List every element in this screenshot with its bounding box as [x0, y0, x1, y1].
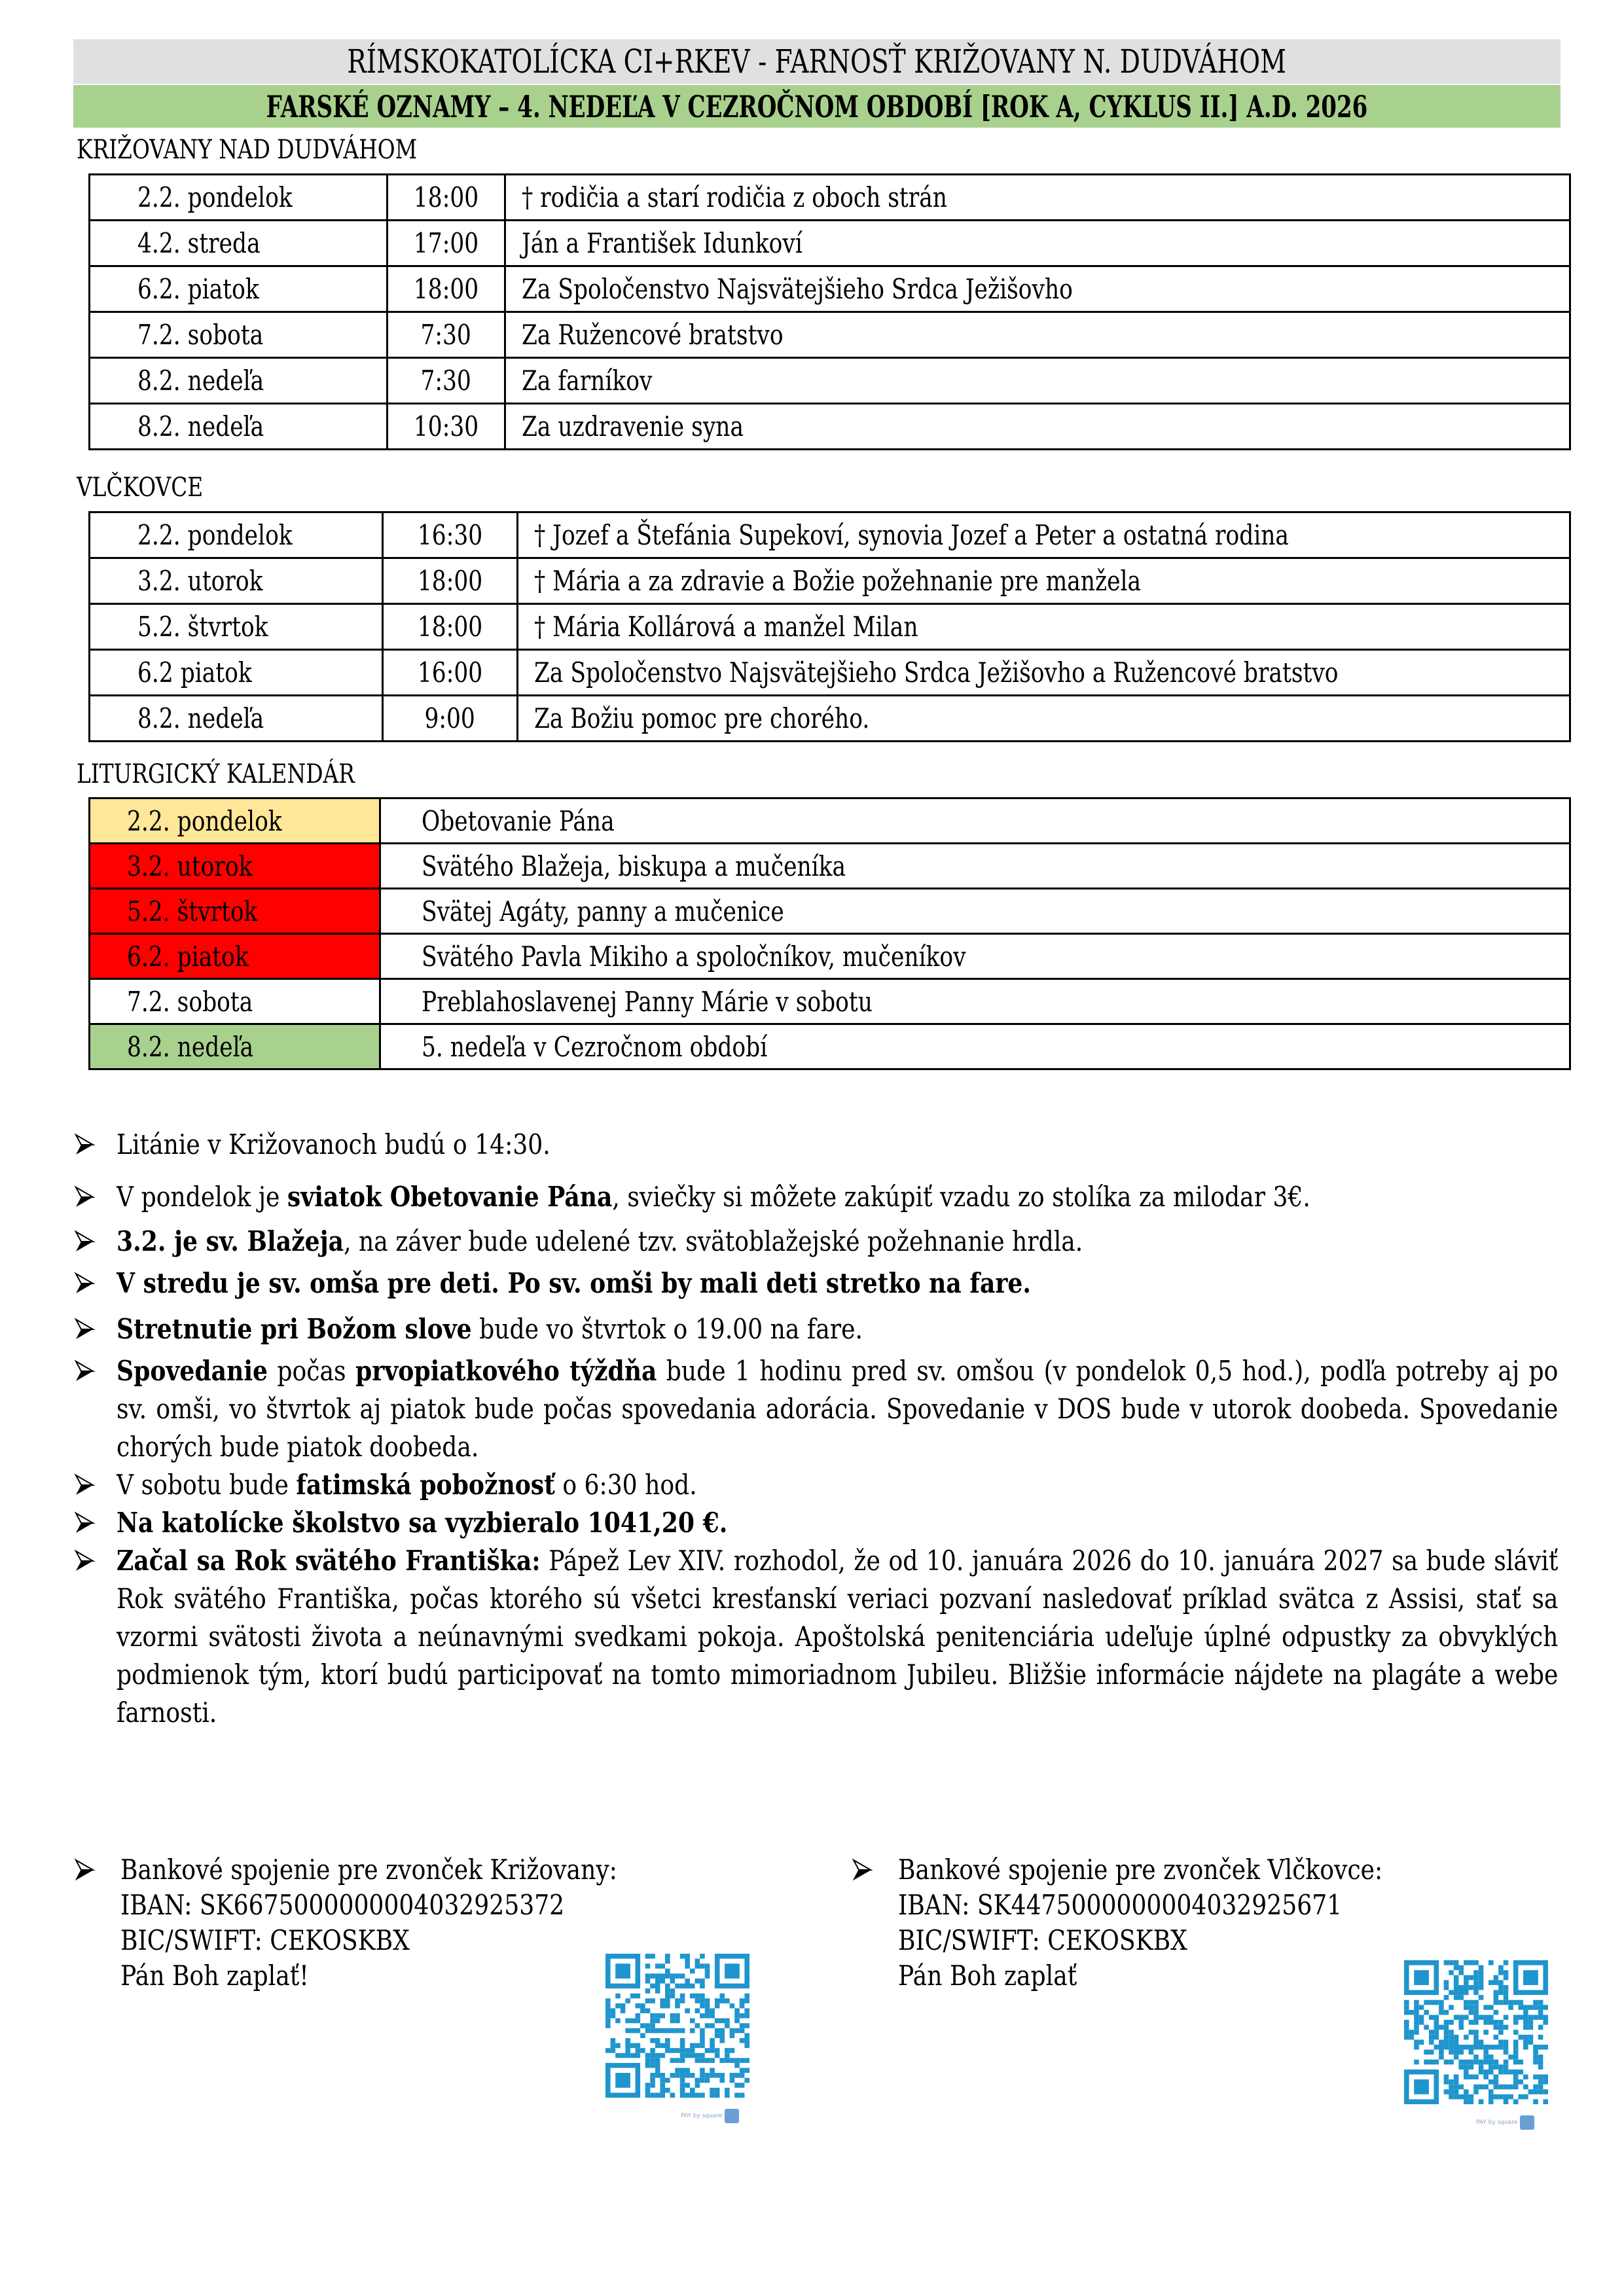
arrow-bullet-icon — [73, 1126, 99, 1164]
mass-time-cell — [383, 650, 518, 696]
calendar-row — [90, 844, 1570, 889]
mass-intention: † Jozef a Štefánia Supekoví, synovia Jozef a Peter a ostatná rodina — [534, 519, 1289, 551]
bank-info-vlckovce — [851, 1852, 1462, 1994]
mass-day-cell — [90, 175, 388, 221]
mass-intention-cell — [505, 221, 1570, 266]
arrow-bullet-icon — [73, 1466, 99, 1504]
announcement-text — [117, 1126, 1558, 1164]
calendar-day: 2.2. pondelok — [127, 804, 282, 837]
mass-day-cell — [90, 312, 388, 358]
mass-time-cell — [383, 512, 518, 558]
calendar-day-cell — [90, 979, 380, 1024]
arrow-bullet-icon — [851, 1852, 877, 1888]
mass-row — [90, 512, 1570, 558]
calendar-feast-cell — [380, 979, 1570, 1024]
arrow-bullet-icon — [73, 1310, 99, 1348]
parish-title-bar — [73, 39, 1561, 84]
announcement-bold: fatimská pobožnosť — [296, 1469, 555, 1501]
parish-title: RÍMSKOKATOLÍCKA CI+RKEV - FARNOSŤ KRIŽOVANY N. DUDVÁHOM — [347, 43, 1287, 81]
mass-intention: Za Ružencové bratstvo — [522, 319, 784, 351]
arrow-bullet-icon — [73, 1352, 99, 1390]
announcement-item — [73, 1178, 1558, 1216]
arrow-bullet-icon — [73, 1852, 99, 1888]
mass-day: 8.2. nedeľa — [137, 410, 264, 442]
mass-row — [90, 696, 1570, 742]
calendar-day-cell — [90, 889, 380, 934]
calendar-feast-cell — [380, 1024, 1570, 1069]
calendar-row — [90, 798, 1570, 844]
announcement-part: Litánie v Križovanoch budú o 14:30. — [117, 1128, 550, 1160]
mass-time-cell — [383, 604, 518, 650]
announcement-bold: 3.2. je sv. Blažeja — [117, 1225, 344, 1257]
bank-iban: IBAN: SK6675000000004032925372 — [120, 1889, 565, 1921]
announcement-text — [117, 1352, 1558, 1466]
mass-intention-cell — [505, 404, 1570, 450]
calendar-day: 6.2. piatok — [127, 940, 249, 973]
mass-intention-cell — [518, 696, 1570, 742]
liturgical-calendar-table — [88, 797, 1571, 1070]
mass-time: 10:30 — [413, 410, 479, 442]
bank-title: Bankové spojenie pre zvonček Vlčkovce: — [898, 1854, 1383, 1886]
announcement-item — [73, 1352, 1558, 1466]
mass-time: 17:00 — [413, 227, 479, 259]
mass-day-cell — [90, 512, 383, 558]
mass-time: 16:30 — [417, 519, 483, 551]
mass-time-cell — [388, 266, 505, 312]
mass-time: 18:00 — [417, 611, 483, 643]
arrow-bullet-icon — [73, 1504, 99, 1542]
bank-thanks: Pán Boh zaplať — [898, 1960, 1077, 1992]
mass-day-cell — [90, 404, 388, 450]
announcement-bold: sviatok Obetovanie Pána — [287, 1181, 613, 1213]
mass-time-cell — [388, 312, 505, 358]
calendar-feast-cell — [380, 798, 1570, 844]
announcement-bold: Spovedanie — [117, 1355, 268, 1387]
mass-intention: † Mária a za zdravie a Božie požehnanie pre manžela — [534, 565, 1142, 597]
mass-day: 3.2. utorok — [137, 565, 263, 597]
announcement-item — [73, 1310, 1558, 1348]
announcements-title: FARSKÉ OZNAMY – 4. NEDEĽA V CEZROČNOM OBDOBÍ [ROK A, CYKLUS II.] A.D. 2026 — [266, 88, 1368, 124]
calendar-feast-cell — [380, 844, 1570, 889]
mass-time-cell — [383, 558, 518, 604]
calendar-feast: Svätej Agáty, panny a mučenice — [422, 895, 784, 927]
announcement-text — [117, 1466, 1558, 1504]
mass-day: 6.2. piatok — [137, 273, 259, 305]
mass-day: 5.2. štvrtok — [137, 611, 268, 643]
announcement-item — [73, 1223, 1558, 1261]
mass-day-cell — [90, 266, 388, 312]
calendar-feast-cell — [380, 889, 1570, 934]
mass-intention-cell — [505, 175, 1570, 221]
mass-day-cell — [90, 696, 383, 742]
calendar-day: 3.2. utorok — [127, 850, 253, 882]
section-label-calendar: LITURGICKÝ KALENDÁR — [77, 759, 355, 789]
mass-row — [90, 650, 1570, 696]
mass-intention-cell — [518, 512, 1570, 558]
mass-intention-cell — [518, 650, 1570, 696]
pay-by-square-label: PAY by square — [681, 2113, 723, 2119]
section-label-vlckovce: VLČKOVCE — [77, 473, 204, 503]
announcement-part: Pápež Lev XIV. rozhodol, že od 10. januára 2026 do 10. januára 2027 sa bude sláviť Rok svätého Františka, počas ktorého sú všetci kresťanskí veriaci pozvaní nasledovať príklad svätca z Assisi, stať sa vzormi svätosti života a neúnavnými svedkami pokoja. Apoštolská penitenciária udeľuje úplné odpustky za obvyklých podmienok tým, ktorí budú participovať na tomto mimoriadnom Jubileu. Bližšie informácie nájdete na plagáte a webe farnosti. — [117, 1545, 1559, 1729]
announcement-text — [117, 1223, 1558, 1261]
announcement-item — [73, 1126, 1558, 1164]
mass-table-krizovany — [88, 173, 1571, 450]
bank-thanks: Pán Boh zaplať! — [120, 1960, 309, 1992]
mass-row — [90, 404, 1570, 450]
calendar-day-cell — [90, 934, 380, 979]
calendar-day-cell — [90, 798, 380, 844]
mass-intention: Za Spoločenstvo Najsvätejšieho Srdca Ježišovho a Ružencové bratstvo — [534, 656, 1339, 689]
calendar-feast: Svätého Pavla Mikiho a spoločníkov, mučeníkov — [422, 940, 966, 973]
mass-day-cell — [90, 604, 383, 650]
mass-day-cell — [90, 558, 383, 604]
announcements-list — [73, 1126, 1558, 1732]
announcement-text — [117, 1265, 1558, 1302]
mass-intention: Za farníkov — [522, 365, 653, 397]
announcement-part: bude 1 hodinu pred sv. omšou (v pondelok 0,5 hod.), podľa potreby aj po sv. omši, vo štvrtok aj piatok bude počas spovedania adorácia. Spovedanie v DOS bude v utorok doobeda. Spovedanie chorých bude piatok doobeda. — [117, 1355, 1559, 1463]
announcement-item — [73, 1466, 1558, 1504]
mass-time-cell — [388, 404, 505, 450]
announcement-part: bude vo štvrtok o 19.00 na fare. — [471, 1313, 863, 1345]
announcement-part: , sviečky si môžete zakúpiť vzadu zo stolíka za milodar 3€. — [612, 1181, 1310, 1213]
mass-time: 9:00 — [424, 702, 476, 734]
announcement-part: V pondelok je — [117, 1181, 287, 1213]
bank-title: Bankové spojenie pre zvonček Križovany: — [120, 1854, 617, 1886]
calendar-row — [90, 1024, 1570, 1069]
qr-code-icon — [605, 1954, 749, 2098]
pay-by-square-badge — [1476, 2115, 1534, 2130]
announcement-part: počas — [268, 1355, 355, 1387]
mass-time: 18:00 — [417, 565, 483, 597]
mass-intention: Za Spoločenstvo Najsvätejšieho Srdca Ježišovho — [522, 273, 1073, 305]
announcement-bold: Začal sa Rok svätého Františka: — [117, 1545, 541, 1577]
mass-day: 6.2 piatok — [137, 656, 252, 689]
calendar-day: 5.2. štvrtok — [127, 895, 258, 927]
calendar-row — [90, 934, 1570, 979]
calendar-feast: 5. nedeľa v Cezročnom období — [422, 1030, 768, 1063]
qr-code-icon — [1404, 1960, 1548, 2104]
mass-time: 7:30 — [420, 319, 472, 351]
announcements-title-bar — [73, 85, 1561, 128]
mass-intention-cell — [505, 312, 1570, 358]
announcement-bold: V stredu je sv. omša pre deti. Po sv. omši by mali deti stretko na fare. — [117, 1267, 1031, 1299]
calendar-row — [90, 889, 1570, 934]
calendar-feast: Svätého Blažeja, biskupa a mučeníka — [422, 850, 846, 882]
mass-intention: † Mária Kollárová a manžel Milan — [534, 611, 918, 643]
mass-time: 18:00 — [413, 273, 479, 305]
mass-intention: Za uzdravenie syna — [522, 410, 744, 442]
mass-intention-cell — [505, 358, 1570, 404]
mass-day: 2.2. pondelok — [137, 519, 293, 551]
mass-row — [90, 175, 1570, 221]
announcement-bold: Stretnutie pri Božom slove — [117, 1313, 472, 1345]
pay-by-square-label: PAY by square — [1476, 2119, 1518, 2126]
bank-info-krizovany — [73, 1852, 698, 1994]
announcement-item — [73, 1265, 1558, 1302]
announcement-text — [117, 1310, 1558, 1348]
mass-intention: Za Božiu pomoc pre chorého. — [534, 702, 870, 734]
mass-day-cell — [90, 650, 383, 696]
announcement-item — [73, 1542, 1558, 1732]
announcement-text — [117, 1178, 1558, 1216]
mass-intention: Ján a František Idunkoví — [522, 227, 803, 259]
mass-time-cell — [388, 175, 505, 221]
arrow-bullet-icon — [73, 1178, 99, 1216]
announcement-part: V sobotu bude — [117, 1469, 297, 1501]
arrow-bullet-icon — [73, 1542, 99, 1580]
mass-day: 2.2. pondelok — [137, 181, 293, 213]
calendar-row — [90, 979, 1570, 1024]
mass-row — [90, 604, 1570, 650]
calendar-day: 7.2. sobota — [127, 985, 253, 1018]
calendar-feast: Preblahoslavenej Panny Márie v sobotu — [422, 985, 873, 1018]
mass-day: 4.2. streda — [137, 227, 261, 259]
calendar-day-cell — [90, 1024, 380, 1069]
calendar-day-cell — [90, 844, 380, 889]
card-icon — [1520, 2115, 1534, 2130]
mass-table-vlckovce — [88, 511, 1571, 742]
mass-time: 18:00 — [413, 181, 479, 213]
announcement-part: o 6:30 hod. — [554, 1469, 697, 1501]
announcement-text — [117, 1504, 1558, 1542]
bank-iban: IBAN: SK4475000000004032925671 — [898, 1889, 1343, 1921]
mass-row — [90, 558, 1570, 604]
arrow-bullet-icon — [73, 1223, 99, 1261]
bank-bic: BIC/SWIFT: CEKOSKBX — [120, 1924, 410, 1956]
calendar-feast: Obetovanie Pána — [422, 804, 615, 837]
calendar-day: 8.2. nedeľa — [127, 1030, 254, 1063]
mass-day-cell — [90, 358, 388, 404]
mass-intention-cell — [518, 604, 1570, 650]
mass-time: 7:30 — [420, 365, 472, 397]
mass-time-cell — [383, 696, 518, 742]
announcement-part: , na záver bude udelené tzv. svätoblažejské požehnanie hrdla. — [344, 1225, 1083, 1257]
announcement-item — [73, 1504, 1558, 1542]
mass-day-cell — [90, 221, 388, 266]
arrow-bullet-icon — [73, 1265, 99, 1302]
card-icon — [725, 2109, 739, 2123]
bank-bic: BIC/SWIFT: CEKOSKBX — [898, 1924, 1187, 1956]
announcement-bold: Na katolícke školstvo sa vyzbieralo 1041,20 €. — [117, 1507, 728, 1539]
section-label-krizovany: KRIŽOVANY NAD DUDVÁHOM — [77, 135, 418, 165]
mass-intention-cell — [518, 558, 1570, 604]
mass-row — [90, 266, 1570, 312]
mass-day: 8.2. nedeľa — [137, 702, 264, 734]
mass-row — [90, 221, 1570, 266]
mass-time-cell — [388, 221, 505, 266]
mass-day: 7.2. sobota — [137, 319, 264, 351]
mass-intention: † rodičia a starí rodičia z oboch strán — [522, 181, 947, 213]
mass-row — [90, 312, 1570, 358]
mass-row — [90, 358, 1570, 404]
mass-day: 8.2. nedeľa — [137, 365, 264, 397]
mass-time-cell — [388, 358, 505, 404]
mass-intention-cell — [505, 266, 1570, 312]
pay-by-square-badge — [681, 2109, 739, 2123]
calendar-feast-cell — [380, 934, 1570, 979]
announcement-bold: prvopiatkového týždňa — [355, 1355, 657, 1387]
announcement-text — [117, 1542, 1558, 1732]
mass-time: 16:00 — [417, 656, 483, 689]
